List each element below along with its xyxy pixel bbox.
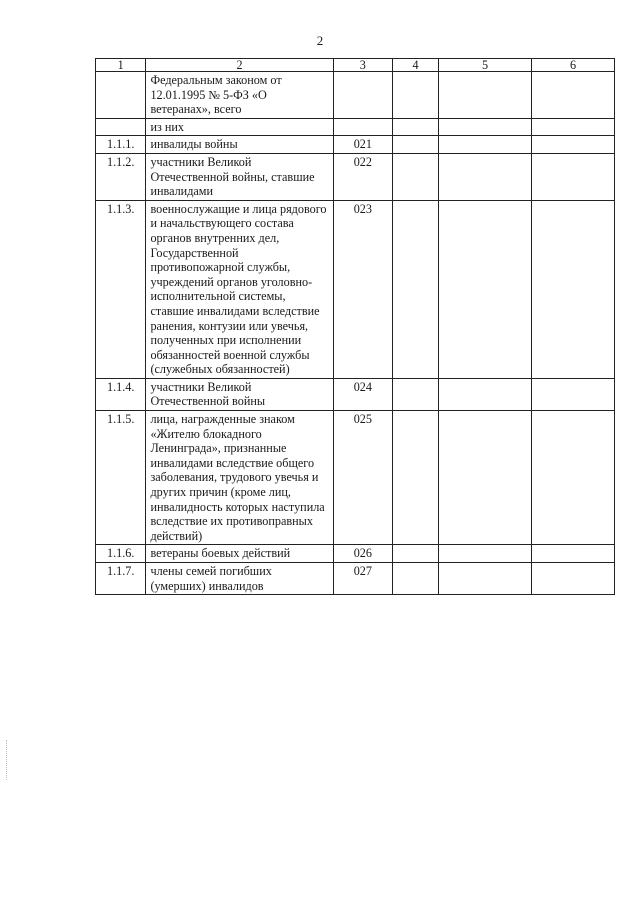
table-row (96, 378, 615, 410)
header-row (96, 59, 615, 72)
table-row (96, 563, 615, 595)
cell-col-4 (393, 136, 439, 154)
cell-col-5 (438, 200, 531, 378)
cell-col-5 (438, 72, 531, 119)
row-description: участники Великой Отечественной войны, ставшие инвалидами (146, 153, 333, 200)
row-number: 1.1.5. (96, 411, 146, 545)
header-col-5: 5 (438, 59, 531, 72)
row-description: члены семей погибших (умерших) инвалидов (146, 563, 333, 595)
row-description: ветераны боевых действий (146, 545, 333, 563)
header-col-2: 2 (146, 59, 333, 72)
row-code (333, 72, 392, 119)
row-code: 026 (333, 545, 392, 563)
cell-col-4 (393, 200, 439, 378)
row-code: 023 (333, 200, 392, 378)
row-description: участники Великой Отечественной войны (146, 378, 333, 410)
table-row (96, 136, 615, 154)
row-code: 021 (333, 136, 392, 154)
row-number: 1.1.6. (96, 545, 146, 563)
cell-col-5 (438, 378, 531, 410)
cell-col-6 (532, 378, 615, 410)
cell-col-5 (438, 411, 531, 545)
header-col-3: 3 (333, 59, 392, 72)
cell-col-4 (393, 378, 439, 410)
table-row (96, 545, 615, 563)
page-number: 2 (316, 33, 324, 48)
row-code: 024 (333, 378, 392, 410)
cell-col-6 (532, 545, 615, 563)
header-col-1: 1 (96, 59, 146, 72)
table-row (96, 118, 615, 136)
cell-col-6 (532, 72, 615, 119)
cell-col-4 (393, 411, 439, 545)
row-number: 1.1.2. (96, 153, 146, 200)
header-col-6: 6 (532, 59, 615, 72)
row-description: Федеральным законом от 12.01.1995 № 5-ФЗ «О ветеранах», всего (146, 72, 333, 119)
cell-col-5 (438, 136, 531, 154)
cell-col-6 (532, 200, 615, 378)
cell-col-4 (393, 153, 439, 200)
cell-col-4 (393, 118, 439, 136)
cell-col-6 (532, 411, 615, 545)
row-number: 1.1.7. (96, 563, 146, 595)
cell-col-6 (532, 136, 615, 154)
row-code: 027 (333, 563, 392, 595)
table-row (96, 411, 615, 545)
statistics-table (95, 58, 615, 595)
cell-col-4 (393, 545, 439, 563)
cell-col-6 (532, 118, 615, 136)
row-code: 025 (333, 411, 392, 545)
row-number: 1.1.1. (96, 136, 146, 154)
row-description: инвалиды войны (146, 136, 333, 154)
row-description: лица, награжденные знаком «Жителю блокадного Ленинграда», признанные инвалидами вследствие общего заболевания, трудового увечья и других причин (кроме лиц, инвалидность которых наступила вследствие их противоправных действий) (146, 411, 333, 545)
table-row (96, 72, 615, 119)
cell-col-6 (532, 563, 615, 595)
table-row (96, 153, 615, 200)
cell-col-5 (438, 563, 531, 595)
cell-col-4 (393, 563, 439, 595)
row-number: 1.1.3. (96, 200, 146, 378)
row-code: 022 (333, 153, 392, 200)
scan-margin-marks (6, 740, 13, 780)
table-row (96, 200, 615, 378)
cell-col-5 (438, 545, 531, 563)
header-col-4: 4 (393, 59, 439, 72)
cell-col-5 (438, 118, 531, 136)
row-number (96, 118, 146, 136)
row-number (96, 72, 146, 119)
row-description: из них (146, 118, 333, 136)
cell-col-6 (532, 153, 615, 200)
row-code (333, 118, 392, 136)
row-number: 1.1.4. (96, 378, 146, 410)
cell-col-5 (438, 153, 531, 200)
cell-col-4 (393, 72, 439, 119)
row-description: военнослужащие и лица рядового и начальствующего состава органов внутренних дел, Государственной противопожарной службы, учреждений органов уголовно-исполнительной системы, ставшие инвалидами вследствие ранения, контузии или увечья, полученных при исполнении обязанностей военной службы (служебных обязанностей) (146, 200, 333, 378)
